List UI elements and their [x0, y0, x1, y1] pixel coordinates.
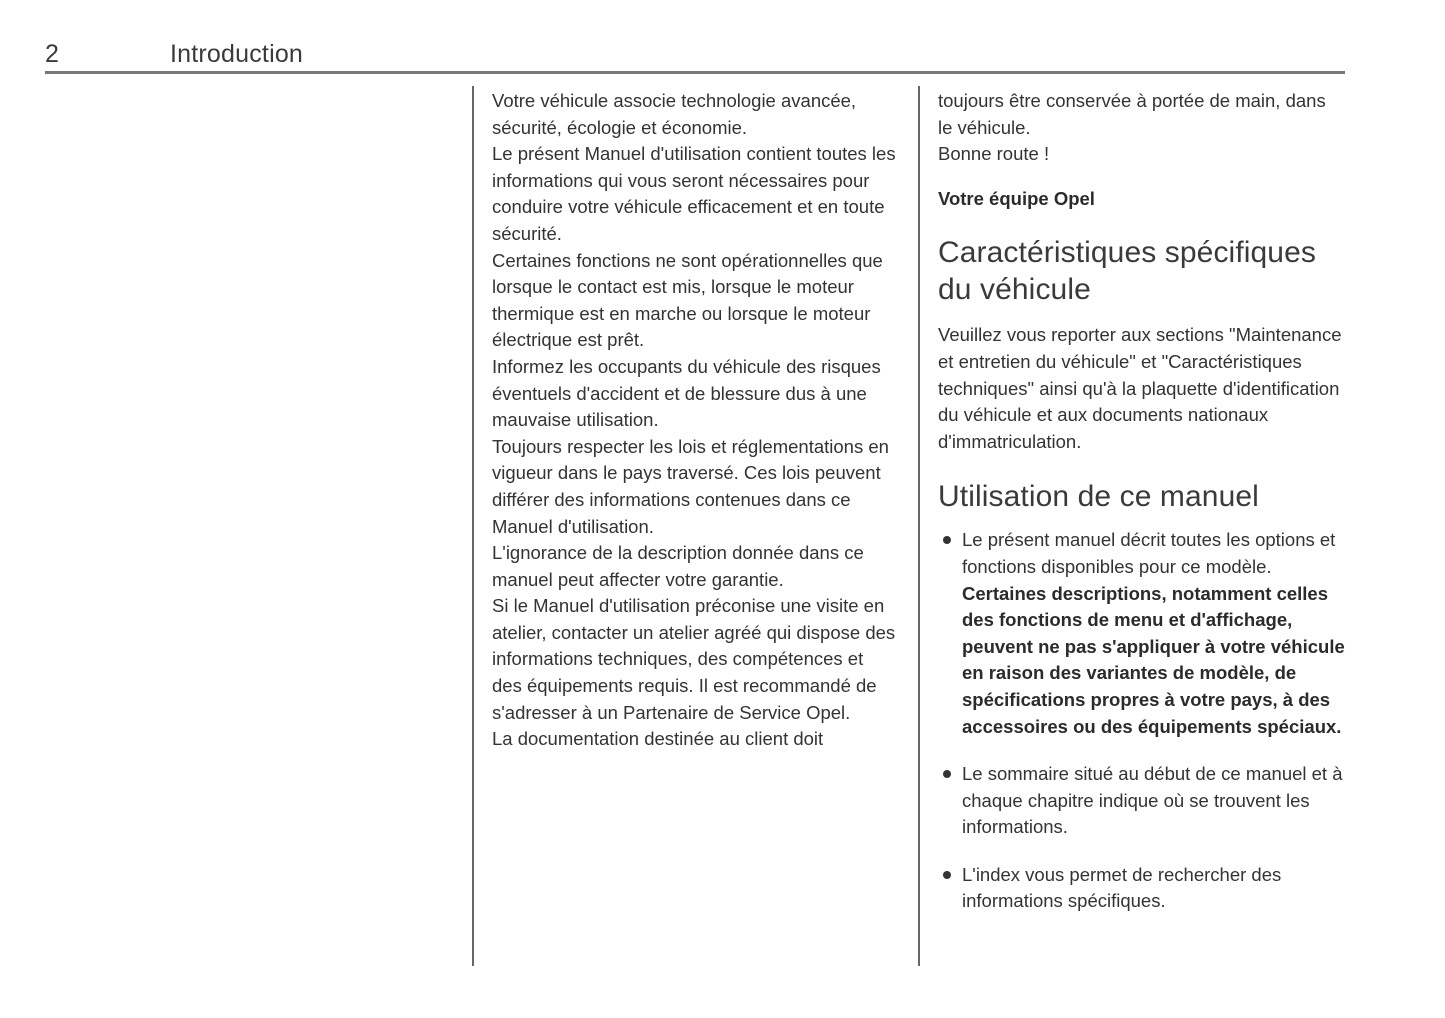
section-heading-using-manual: Utilisation de ce manuel [938, 480, 1259, 514]
bullet-dot-icon [943, 536, 951, 544]
chapter-title: Introduction [170, 40, 304, 68]
list-item-text: Le sommaire situé au début de ce manuel et à chaque chapitre indique où se trouvent les informations. [962, 763, 1343, 838]
signature-line: Votre équipe Opel [938, 187, 1095, 209]
paragraph: La documentation destinée au client doit [492, 728, 824, 750]
list-item-emphasis: Certaines descriptions, notamment celles des fonctions de menu et d'affichage, peuvent ne pas s'appliquer à votre véhicule en raison des variantes de modèle, de spécifications propres à votre pays, à des accessoires ou des équipements spéciaux. [962, 582, 1345, 737]
middle-column [492, 88, 897, 753]
list-item-text: Le présent manuel décrit toutes les options et fonctions disponibles pour ce modèle. [962, 529, 1336, 577]
list-item [938, 862, 1345, 915]
list-item-text: L'index vous permet de rechercher des informations spécifiques. [962, 863, 1282, 912]
closing-line: Bonne route ! [938, 143, 1050, 165]
paragraph: Le présent Manuel d'utilisation contient toutes les informations qui vous seront nécessaires pour conduire votre véhicule efficacement et en toute sécurité. [492, 143, 896, 244]
bullet-dot-icon [943, 871, 951, 879]
bullet-dot-icon [943, 770, 951, 778]
paragraph-continuation: toujours être conservée à portée de main, dans le véhicule. [938, 90, 1326, 138]
paragraph: Certaines fonctions ne sont opérationnelles que lorsque le contact est mis, lorsque le moteur thermique est en marche ou lorsque le moteur électrique est prêt. [492, 249, 883, 351]
header-divider-rule [45, 71, 1345, 74]
paragraph: Veuillez vous reporter aux sections "Maintenance et entretien du véhicule" et "Caractéristiques techniques" ainsi qu'à la plaquette d'identification du véhicule et aux documents nationaux d'immatriculation. [938, 324, 1342, 452]
paragraph: Informez les occupants du véhicule des risques éventuels d'accident et de blessure dus à une mauvaise utilisation. [492, 355, 881, 431]
paragraph: Toujours respecter les lois et réglementations en vigueur dans le pays traversé. Ces lois peuvent différer des informations contenues dans ce Manuel d'utilisation. [492, 435, 889, 537]
page-number: 2 [45, 40, 60, 68]
right-column [938, 88, 1345, 915]
column-divider-left [472, 86, 474, 966]
bullet-list [938, 527, 1345, 915]
column-divider-right [918, 86, 920, 966]
section-heading-vehicle-features: Caractéristiques spécifiques du véhicule [938, 236, 1316, 307]
list-item [938, 761, 1345, 841]
paragraph: Si le Manuel d'utilisation préconise une visite en atelier, contacter un atelier agréé qui dispose des informations techniques, des compétences et des équipements requis. Il est recommandé de s'adresser à un Partenaire de Service Opel. [492, 595, 896, 723]
list-item [938, 527, 1345, 740]
paragraph: L'ignorance de la description donnée dans ce manuel peut affecter votre garantie. [492, 542, 864, 590]
paragraph: Votre véhicule associe technologie avancée, sécurité, écologie et économie. [492, 90, 857, 138]
